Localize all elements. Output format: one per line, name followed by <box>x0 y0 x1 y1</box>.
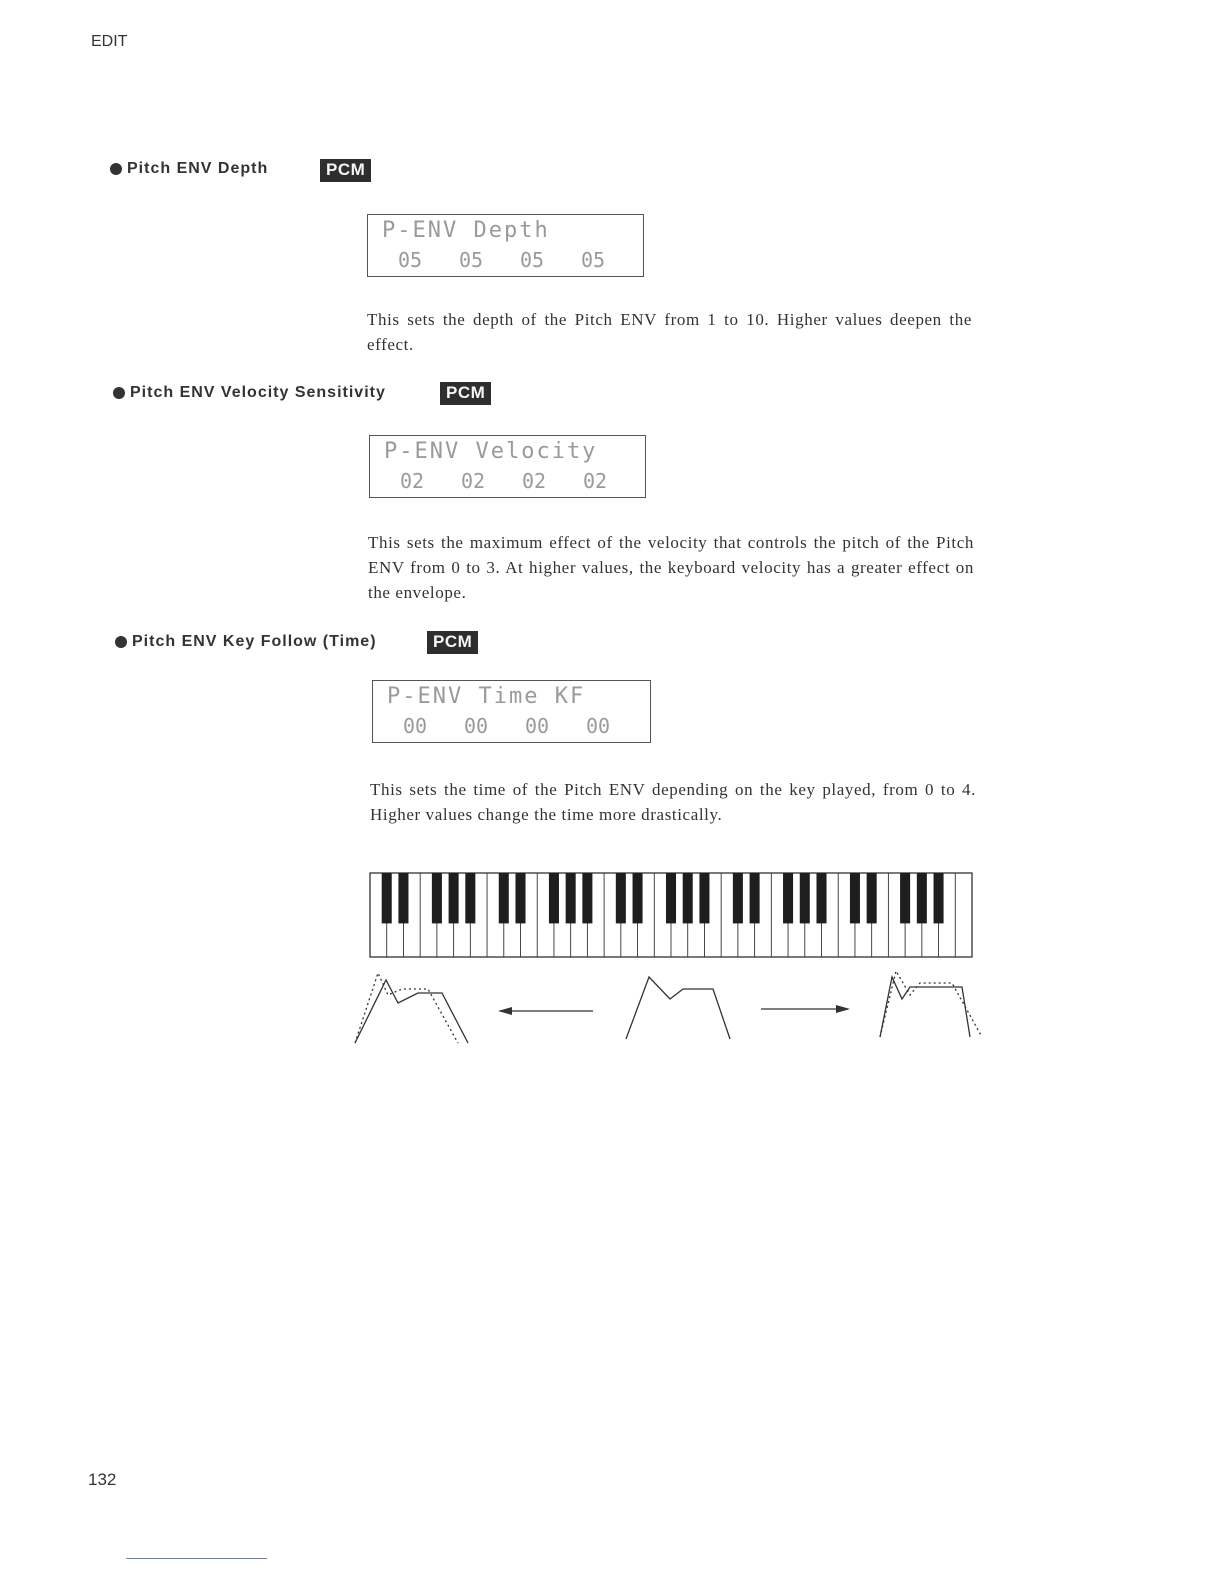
arrow-right-icon <box>761 1005 850 1013</box>
lcd-value: 00 <box>403 714 428 738</box>
pcm-badge: PCM <box>427 631 478 654</box>
black-key <box>800 873 810 923</box>
black-key <box>633 873 643 923</box>
black-key <box>934 873 944 923</box>
section-title-text: Pitch ENV Key Follow (Time) <box>132 633 377 650</box>
pcm-badge: PCM <box>440 382 491 405</box>
lcd-values <box>398 248 642 272</box>
lcd-value: 02 <box>461 469 486 493</box>
black-key <box>917 873 927 923</box>
lcd-line1: P-ENV Velocity <box>384 439 598 464</box>
black-key <box>449 873 459 923</box>
lcd-values <box>403 714 647 738</box>
lcd-display <box>372 680 651 743</box>
lcd-value: 02 <box>583 469 608 493</box>
black-key <box>499 873 509 923</box>
envelope-shape-icon <box>880 971 982 1037</box>
section-title-text: Pitch ENV Depth <box>127 160 269 177</box>
black-key <box>733 873 743 923</box>
lcd-value: 05 <box>581 248 606 272</box>
black-key <box>683 873 693 923</box>
black-key <box>867 873 877 923</box>
keyboard-icon <box>368 870 974 960</box>
lcd-display <box>367 214 644 277</box>
section-description: This sets the time of the Pitch ENV depending on the key played, from 0 to 4. Higher values change the time more drastically. <box>370 780 976 824</box>
lcd-line1: P-ENV Depth <box>382 218 550 243</box>
page-header: EDIT <box>91 33 128 50</box>
envelope-diagram <box>340 965 1000 1050</box>
bullet-icon <box>110 163 122 175</box>
black-key <box>398 873 408 923</box>
pcm-badge: PCM <box>320 159 371 182</box>
black-key <box>515 873 525 923</box>
footer-divider <box>126 1558 267 1559</box>
black-key <box>432 873 442 923</box>
lcd-value: 00 <box>464 714 489 738</box>
black-key <box>699 873 709 923</box>
section-title-text: Pitch ENV Velocity Sensitivity <box>130 384 386 401</box>
lcd-value: 00 <box>586 714 611 738</box>
section-description: This sets the maximum effect of the velocity that controls the pitch of the Pitch ENV from 0 to 3. At higher values, the keyboard velocity has a greater effect on the envelope. <box>368 533 974 602</box>
lcd-value: 05 <box>520 248 545 272</box>
envelope-shape-icon <box>626 977 730 1039</box>
section-title-pitch-env-velocity <box>113 384 386 402</box>
lcd-line1: P-ENV Time KF <box>387 684 586 709</box>
arrow-left-icon <box>498 1007 593 1015</box>
lcd-value: 02 <box>400 469 425 493</box>
lcd-value: 02 <box>522 469 547 493</box>
lcd-display <box>369 435 646 498</box>
black-key <box>616 873 626 923</box>
black-key <box>666 873 676 923</box>
black-key <box>816 873 826 923</box>
lcd-values <box>400 469 644 493</box>
black-key <box>750 873 760 923</box>
lcd-value: 00 <box>525 714 550 738</box>
black-key <box>783 873 793 923</box>
section-title-pitch-env-key-follow <box>115 633 377 651</box>
black-key <box>549 873 559 923</box>
black-key <box>582 873 592 923</box>
black-key <box>566 873 576 923</box>
page-number: 132 <box>88 1470 117 1489</box>
bullet-icon <box>113 387 125 399</box>
section-description: This sets the depth of the Pitch ENV from 1 to 10. Higher values deepen the effect. <box>367 310 972 354</box>
bullet-icon <box>115 636 127 648</box>
section-title-pitch-env-depth <box>110 160 268 178</box>
lcd-value: 05 <box>459 248 484 272</box>
black-key <box>850 873 860 923</box>
lcd-value: 05 <box>398 248 423 272</box>
black-key <box>465 873 475 923</box>
envelope-shape-icon <box>355 973 468 1043</box>
black-key <box>900 873 910 923</box>
black-key <box>382 873 392 923</box>
